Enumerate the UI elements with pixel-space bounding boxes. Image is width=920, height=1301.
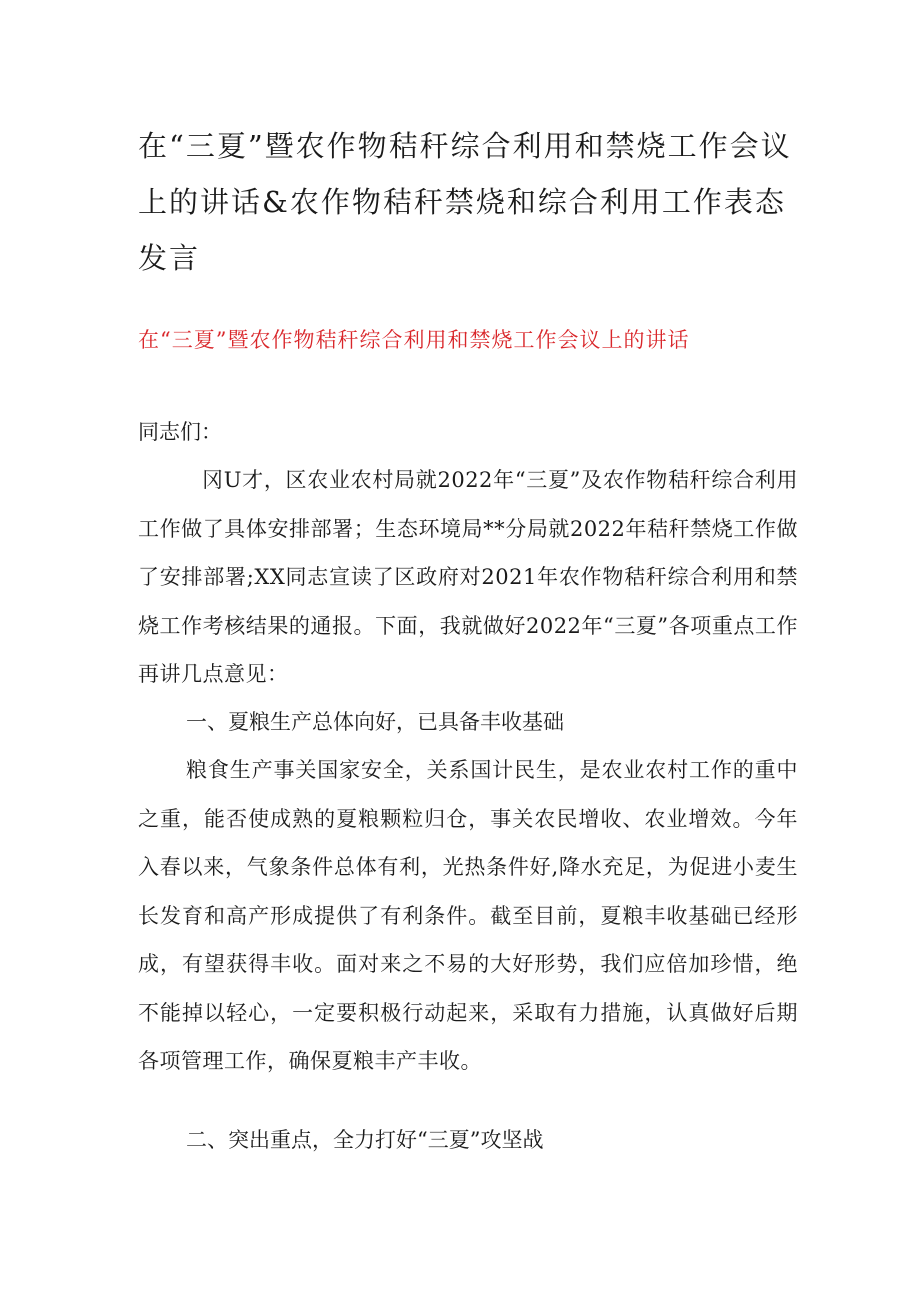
section-title: 在“三夏”暨农作物秸秆综合利用和禁烧工作会议上的讲话 [138,328,690,352]
paragraph-intro [138,456,798,699]
section-heading-2: 二、突出重点，全力打好“三夏”攻坚战 [186,1128,544,1152]
section-heading-1: 一、夏粮生产总体向好，已具备丰收基础 [186,710,564,734]
paragraph-intro-text: 冈U才，区农业农村局就2022年“三夏”及农作物秸秆综合利用工作做了具体安排部署；生态环境局**分局就2022年秸秆禁烧工作做了安排部署;XX同志宣读了区政府对2021年农作物秸秆综合利用和禁烧工作考核结果的通报。下面，我就做好2022年“三夏”各项重点工作再讲几点意见： [138,468,798,686]
document-title: 在“三夏”暨农作物秸秆综合利用和禁烧工作会议上的讲话&农作物秸秆禁烧和综合利用工作表态发言 [138,129,792,275]
paragraph-grain [138,746,798,1086]
salutation: 同志们： [138,420,222,444]
paragraph-grain-text: 粮食生产事关国家安全，关系国计民生，是农业农村工作的重中之重，能否使成熟的夏粮颗粒归仓，事关农民增收、农业增效。今年入春以来，气象条件总体有利，光热条件好,降水充足，为促进小麦生长发育和高产形成提供了有利条件。截至目前，夏粮丰收基础已经形成，有望获得丰收。面对来之不易的大好形势，我们应倍加珍惜，绝不能掉以轻心，一定要积极行动起来，采取有力措施，认真做好后期各项管理工作，确保夏粮丰产丰收。 [138,758,798,1073]
